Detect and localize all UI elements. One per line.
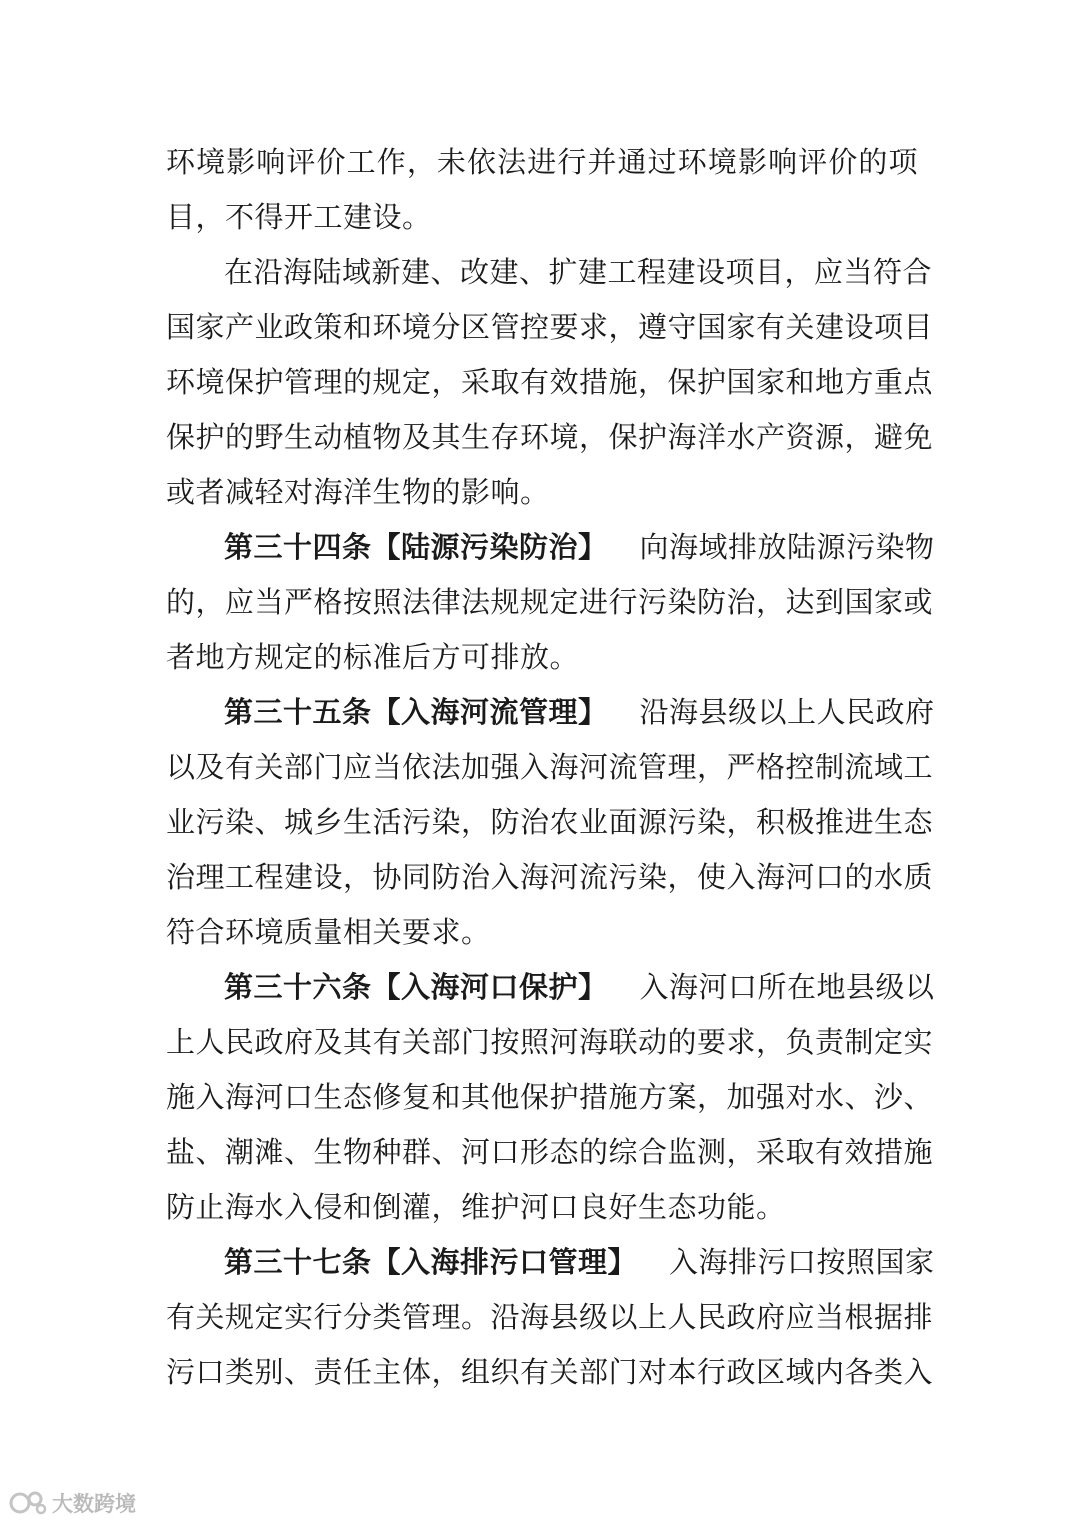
line-text: 环境影响评价工作，未依法进行并通过环境影响评价的项 [166,145,918,179]
line-text: 在沿海陆域新建、改建、扩建工程建设项目，应当符合 [224,255,933,289]
text-line [166,795,934,850]
text-line [166,630,918,685]
article-heading: 第三十七条【入海排污口管理】 [224,1245,638,1279]
line-text: 防止海水入侵和倒灌，维护河口良好生态功能。 [166,1190,786,1224]
text-line [166,740,934,795]
line-text: 治理工程建设，协同防治入海河流污染，使入海河口的水质 [166,860,934,894]
line-text: 入海排污口按照国家 [669,1245,935,1279]
text-line [166,1125,934,1180]
document-body [166,135,935,1400]
text-line [166,190,918,245]
line-text: 环境保护管理的规定，采取有效措施，保护国家和地方重点 [166,365,934,399]
text-line [166,1180,918,1235]
text-line [166,355,934,410]
watermark [8,1488,136,1518]
article-heading: 第三十六条【入海河口保护】 [224,970,608,1004]
line-text: 污口类别、责任主体，组织有关部门对本行政区域内各类入 [166,1355,934,1389]
text-line [166,135,918,190]
line-text: 者地方规定的标准后方可排放。 [166,640,580,674]
text-line [166,1070,934,1125]
text-line [166,465,918,520]
line-text: 沿海县级以上人民政府 [639,695,935,729]
text-line [166,850,934,905]
line-text: 国家产业政策和环境分区管控要求，遵守国家有关建设项目 [166,310,934,344]
text-line [166,1290,934,1345]
watermark-text: 大数跨境 [52,1492,136,1516]
article-first-line [166,520,935,575]
line-text: 入海河口所在地县级以 [639,970,935,1004]
line-text: 上人民政府及其有关部门按照河海联动的要求，负责制定实 [166,1025,934,1059]
line-text: 业污染、城乡生活污染，防治农业面源污染，积极推进生态 [166,805,934,839]
article-heading: 第三十五条【入海河流管理】 [224,695,608,729]
text-line [166,1015,934,1070]
brand-logo-icon [8,1489,48,1517]
text-line [166,245,933,300]
line-text: 或者减轻对海洋生物的影响。 [166,475,550,509]
text-line [166,410,934,465]
article-first-line [166,960,935,1015]
line-text: 的，应当严格按照法律法规规定进行污染防治，达到国家或 [166,585,934,619]
text-line [166,300,934,355]
text-line [166,905,918,960]
line-text: 有关规定实行分类管理。沿海县级以上人民政府应当根据排 [166,1300,934,1334]
line-text: 盐、潮滩、生物种群、河口形态的综合监测，采取有效措施 [166,1135,934,1169]
line-text: 以及有关部门应当依法加强入海河流管理，严格控制流域工 [166,750,934,784]
article-first-line [166,685,935,740]
text-line [166,1345,934,1400]
line-text: 目，不得开工建设。 [166,200,432,234]
line-text: 符合环境质量相关要求。 [166,915,491,949]
line-text: 保护的野生动植物及其生存环境，保护海洋水产资源，避免 [166,420,934,454]
text-line [166,575,934,630]
line-text: 施入海河口生态修复和其他保护措施方案，加强对水、沙、 [166,1080,934,1114]
line-text: 向海域排放陆源污染物 [639,530,935,564]
article-first-line [166,1235,935,1290]
article-heading: 第三十四条【陆源污染防治】 [224,530,608,564]
